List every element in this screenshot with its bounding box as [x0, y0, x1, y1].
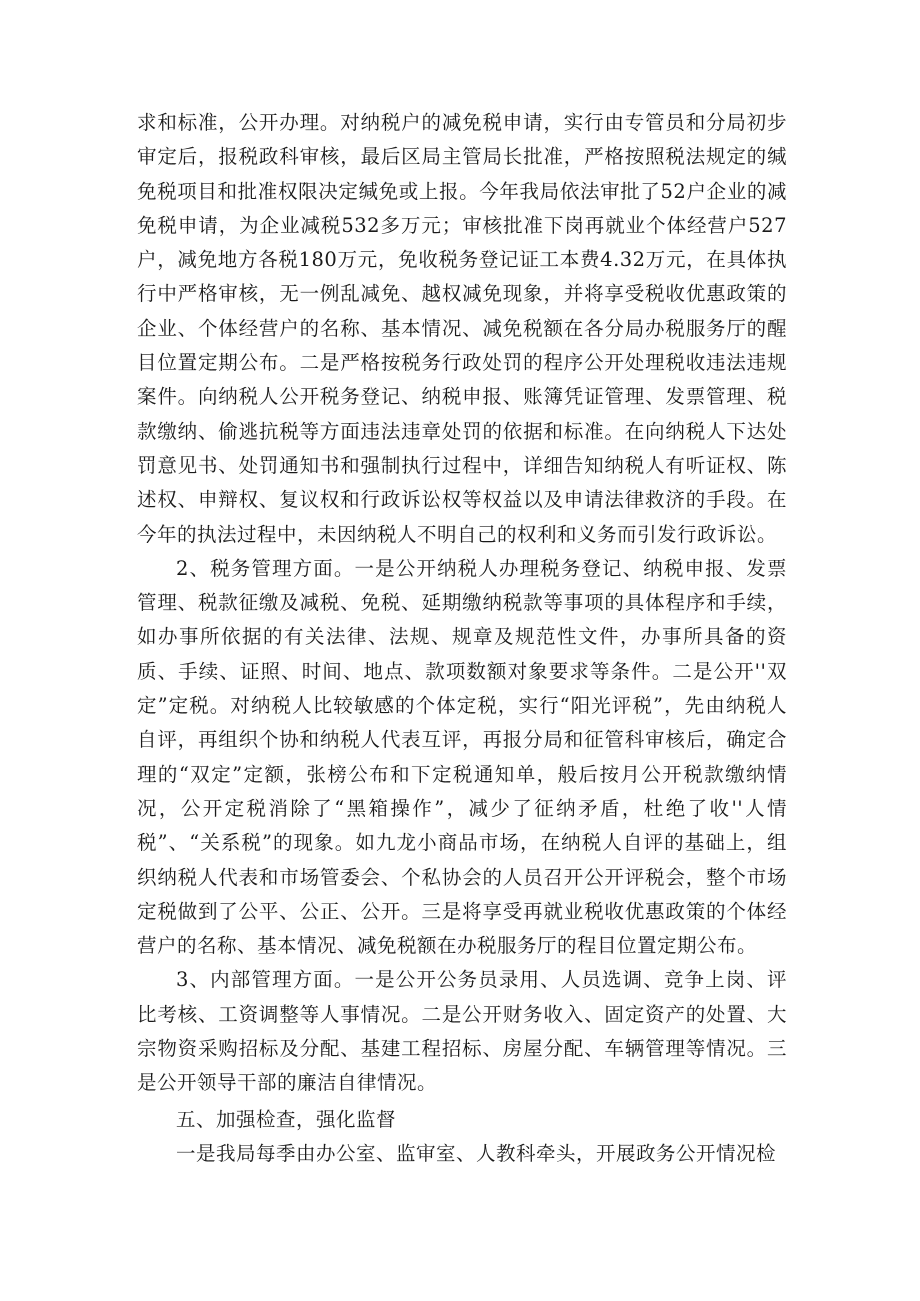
- section-heading-inspection: 五、加强检查，强化监督: [176, 1107, 397, 1131]
- paragraph-tax-management: 2、税务管理方面。一是公开纳税人办理税务登记、纳税申报、发票管理、税款征缴及减税、免税、延期缴纳税款等事项的具体程序和手续，如办事所依据的有关法律、法规、规章及规范性文件，办事所具备的资质、手续、证照、时间、地点、款项数额对象要求等条件。二是公开''双定”定税。对纳税人比较敏感的个体定税，实行“阳光评税”，先由纳税人自评，再组织个协和纳税人代表互评，再报分局和征管科审核后，确定合理的“双定”定额，张榜公布和下定税通知单，般后按月公开税款缴纳情况，公开定税消除了“黑箱操作”，减少了征纳矛盾，杜绝了收''人情税”、“关系税”的现象。如九龙小商品市场，在纳税人自评的基础上，组织纳税人代表和市场管委会、个私协会的人员召开公开评税会，整个市场定税做到了公平、公正、公开。三是将享受再就业税收优惠政策的个体经营户的名称、基本情况、减免税额在办税服务厅的程目位置定期公布。: [137, 556, 787, 958]
- paragraph-inspection: 一是我局每季由办公室、监审室、人教科牵头，开展政务公开情况检: [176, 1141, 777, 1165]
- paragraph-internal-management: 3、内部管理方面。一是公开公务员录用、人员选调、竞争上岗、评比考核、工资调整等人事情况。二是公开财务收入、固定资产的处置、大宗物资采购招标及分配、基建工程招标、房屋分配、车辆管理等情况。三是公开领导干部的廉洁自律情况。: [137, 968, 787, 1095]
- paragraph-tax-reduction: 求和标准，公开办理。对纳税户的减免税申请，实行由专管员和分局初步审定后，报税政科审核，最后区局主管局长批准，严格按照税法规定的缄免税项目和批准权限决定缄免或上报。今年我局依法审批了52户企业的减免税申请，为企业减税532多万元；审核批准下岗再就业个体经营户527户，减免地方各税180万元，免收税务登记证工本费4.32万元，在具体执行中严格审核，无一例乱减免、越权减免现象，并将享受税收优惠政策的企业、个体经营户的名称、基本情况、减免税额在各分局办税服务厅的醒目位置定期公布。二是严格按税务行政处罚的程序公开处理税收违法违规案件。向纳税人公开税务登记、纳税申报、账簿凭证管理、发票管理、税款缴纳、偷逃抗税等方面违法违章处罚的依据和标准。在向纳税人下达处罚意见书、处罚通知书和强制执行过程中，详细告知纳税人有听证权、陈述权、申辩权、复议权和行政诉讼权等权益以及申请法律救济的手段。在今年的执法过程中，未因纳税人不明自己的权利和义务而引发行政诉讼。: [137, 111, 787, 546]
- document-body: [137, 106, 787, 1171]
